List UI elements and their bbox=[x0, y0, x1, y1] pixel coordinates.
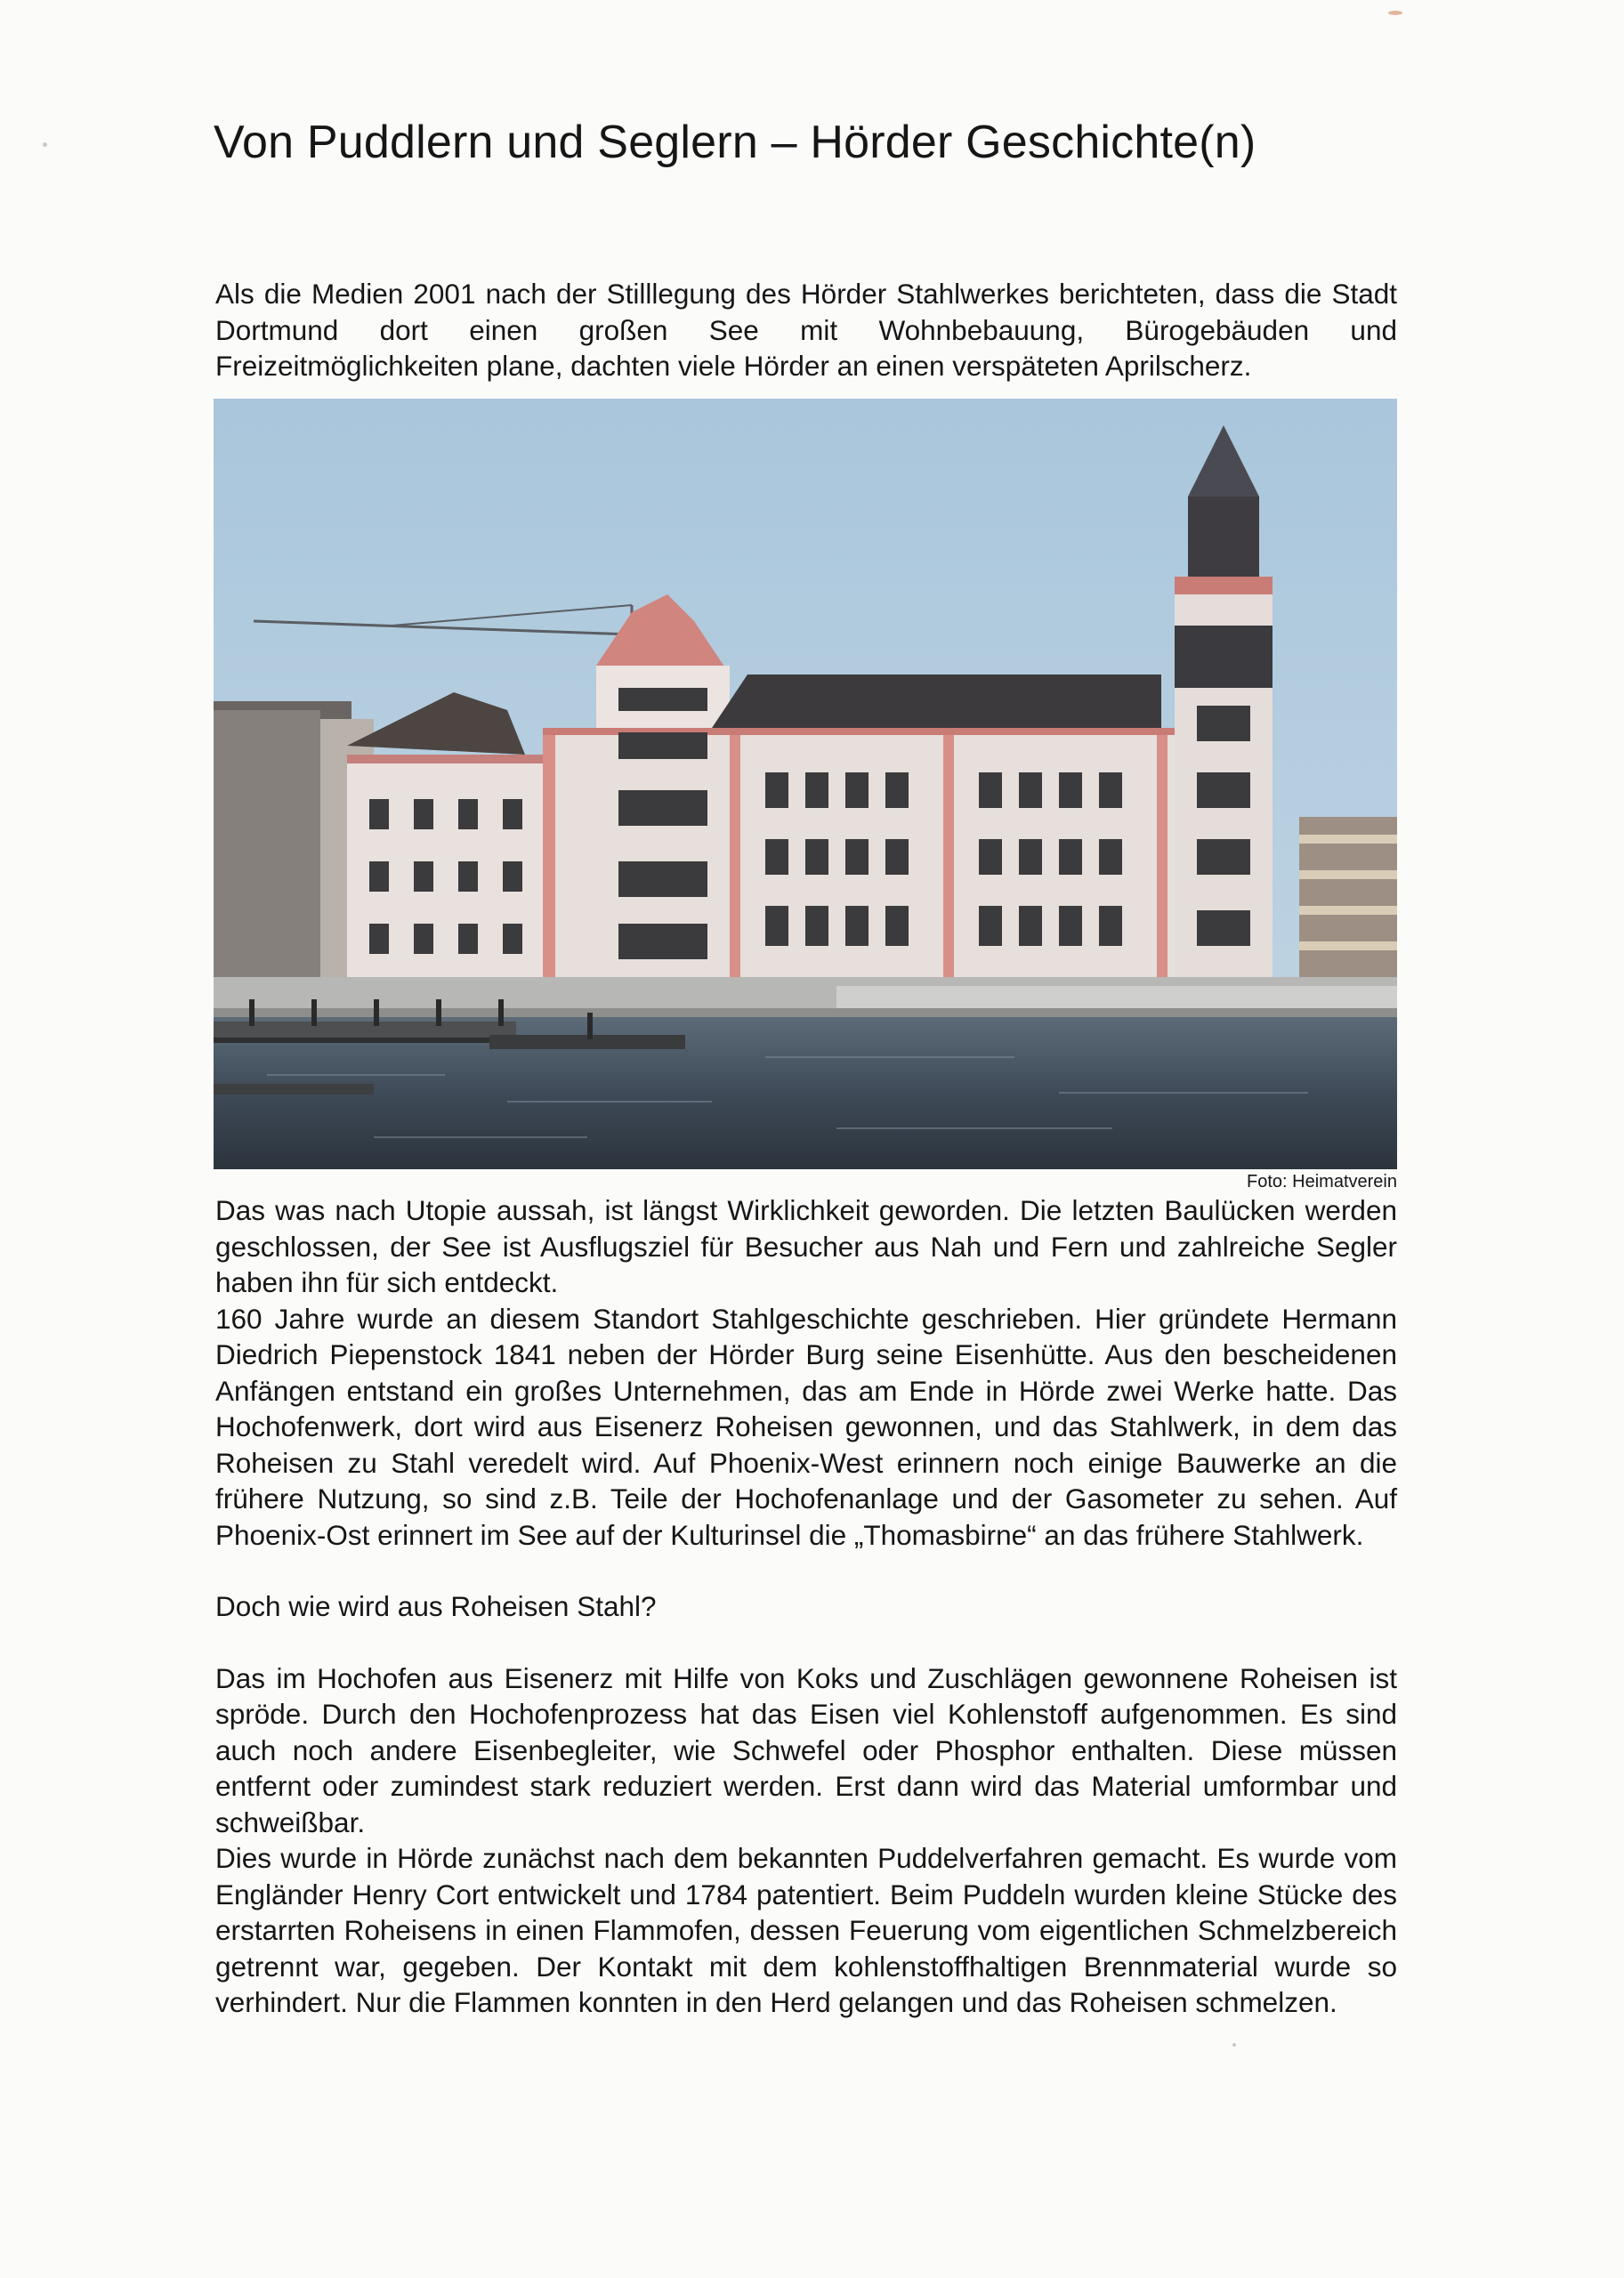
photo-hoerder-burg bbox=[214, 399, 1397, 1169]
scan-speck bbox=[1388, 11, 1402, 15]
section-question: Doch wie wird aus Roheisen Stahl? bbox=[215, 1590, 657, 1622]
scan-speck bbox=[1232, 2043, 1236, 2047]
body-text bbox=[215, 1192, 1397, 2021]
paragraph: 160 Jahre wurde an diesem Standort Stahlgeschichte geschrieben. Hier gründete Hermann Diedrich Piepenstock 1841 neben der Hörder Burg seine Eisenhütte. Aus den bescheidenen Anfängen entstand ein großes Unternehmen, das am Ende in Hörde zwei Werke hatte. Das Hochofenwerk, dort wird aus Eisenerz Roheisen gewonnen, und das Stahlwerk, in dem das Roheisen zu Stahl veredelt wird. Auf Phoenix-West erinnern noch einige Bauwerke an die frühere Nutzung, so sind z.B. Teile der Hochofenanlage und der Gasometer zu sehen. Auf Phoenix-Ost erinnert im See auf der Kulturinsel die „Thomasbirne“ an das frühere Stahlwerk. bbox=[215, 1302, 1397, 1551]
intro-paragraph: Als die Medien 2001 nach der Stilllegung des Hörder Stahlwerkes berichteten, dass die Stadt Dortmund dort einen großen See mit Wohnbebauung, Bürogebäuden und Freizeitmöglichkeiten plane, dachten viele Hörder an einen verspäteten Aprilscherz. bbox=[215, 278, 1397, 382]
photo-credit: Foto: Heimatverein bbox=[1247, 1172, 1397, 1192]
paragraph: Dies wurde in Hörde zunächst nach dem bekannten Puddelverfahren gemacht. Es wurde vom Engländer Henry Cort entwickelt und 1784 patentiert. Beim Puddeln wurden kleine Stücke des erstarrten Roheisens in einen Flammofen, dessen Feuerung vom eigentlichen Schmelzbereich getrennt war, gegeben. Der Kontakt mit dem kohlenstoffhaltigen Brennmaterial wurde so verhindert. Nur die Flammen konnten in den Herd gelangen und das Roheisen schmelzen. bbox=[215, 1842, 1397, 2018]
paragraph: Das was nach Utopie aussah, ist längst Wirklichkeit geworden. Die letzten Baulücken werden geschlossen, der See ist Ausflugsziel für Besucher aus Nah und Fern und zahlreiche Segler haben ihn für sich entdeckt. bbox=[215, 1194, 1397, 1298]
page-title: Von Puddlern und Seglern – Hörder Geschichte(n) bbox=[214, 117, 1256, 168]
scan-speck bbox=[43, 142, 47, 147]
paragraph: Das im Hochofen aus Eisenerz mit Hilfe von Koks und Zuschlägen gewonnene Roheisen ist spröde. Durch den Hochofenprozess hat das Eisen viel Kohlenstoff aufgenommen. Es sind auch noch andere Eisenbegleiter, wie Schwefel oder Phosphor enthalten. Diese müssen entfernt oder zumindest stark reduziert werden. Erst dann wird das Material umformbar und schweißbar. bbox=[215, 1661, 1397, 1838]
